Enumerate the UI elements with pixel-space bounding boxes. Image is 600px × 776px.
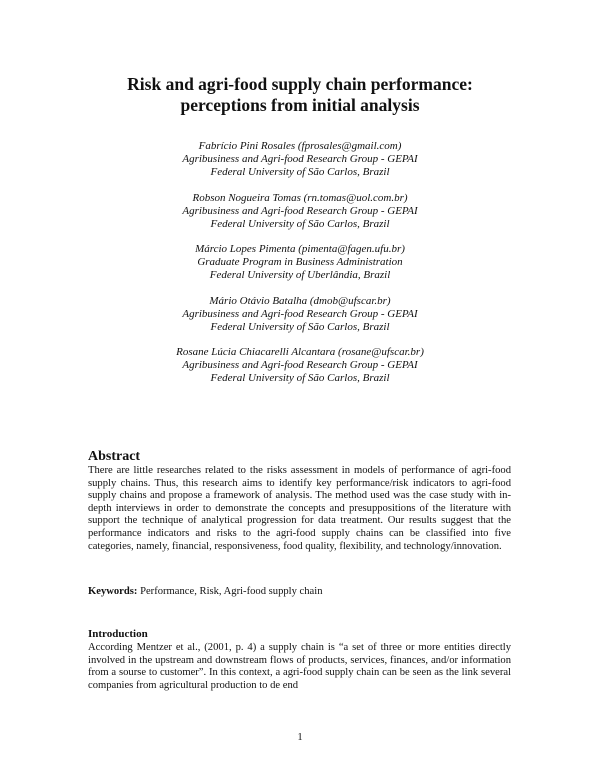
author-name: Robson Nogueira Tomas (rn.tomas@uol.com.br) xyxy=(192,191,408,204)
author-institution: Federal University of São Carlos, Brazil xyxy=(210,372,390,384)
author-name: Rosane Lúcia Chiacarelli Alcantara (rosane@ufscar.br) xyxy=(176,346,424,358)
author-institution: Federal University of São Carlos, Brazil xyxy=(210,217,390,230)
author-block xyxy=(60,295,540,334)
abstract-heading: Abstract xyxy=(88,449,141,464)
keywords-text: Performance, Risk, Agri-food supply chain xyxy=(137,586,323,597)
title-line-2: perceptions from initial analysis xyxy=(180,95,420,115)
page-number: 1 xyxy=(297,732,303,743)
author-affiliation: Agribusiness and Agri-food Research Group - GEPAI xyxy=(182,153,418,165)
author-affiliation: Agribusiness and Agri-food Research Group - GEPAI xyxy=(182,307,418,320)
author-institution: Federal University of São Carlos, Brazil xyxy=(210,320,390,333)
author-name: Márcio Lopes Pimenta (pimenta@fagen.ufu.br) xyxy=(195,243,405,255)
keywords-label: Keywords: xyxy=(88,586,138,597)
author-name: Mário Otávio Batalha (dmob@ufscar.br) xyxy=(209,294,391,307)
author-institution: Federal University of São Carlos, Brazil xyxy=(210,166,390,178)
author-block xyxy=(60,243,540,282)
author-affiliation: Agribusiness and Agri-food Research Group - GEPAI xyxy=(182,359,418,371)
author-block xyxy=(60,346,540,385)
introduction-text: According Mentzer et al., (2001, p. 4) a supply chain is “a set of three or more entities directly involved in the upstream and downstream flows of products, services, finances, and/or information from a sourse to customer”. In this context, a agri-food supply chain can be seen as the link several companies from agricultural production to de end xyxy=(88,642,511,691)
author-affiliation: Agribusiness and Agri-food Research Group - GEPAI xyxy=(182,204,418,217)
author-block xyxy=(60,192,540,231)
abstract-text: There are little researches related to the risks assessment in models of performance of agri-food supply chains. Thus, this research aims to identify key performance/risk indicators to agri-food supply chains and propose a framework of analysis. The method used was the case study with in-depth interviews in order to demonstrate the concepts and presuppositions of the literature with support the technique of analytical progression for data treatment. Our results suggest that the performance indicators and risks to the agri-food supply chains can be classified into five categories, namely, financial, responsiveness, food quality, flexibility, and technology/innovation. xyxy=(88,465,511,552)
title-line-1: Risk and agri-food supply chain performance: xyxy=(127,74,473,94)
author-institution: Federal University of Uberlândia, Brazil xyxy=(209,269,391,281)
author-name: Fabrício Pini Rosales (fprosales@gmail.com) xyxy=(198,140,402,152)
paper-title xyxy=(60,74,540,116)
author-list xyxy=(60,140,540,398)
introduction-heading: Introduction xyxy=(88,628,148,640)
author-affiliation: Graduate Program in Business Administration xyxy=(197,256,403,268)
author-block xyxy=(60,140,540,179)
keywords xyxy=(88,585,511,598)
